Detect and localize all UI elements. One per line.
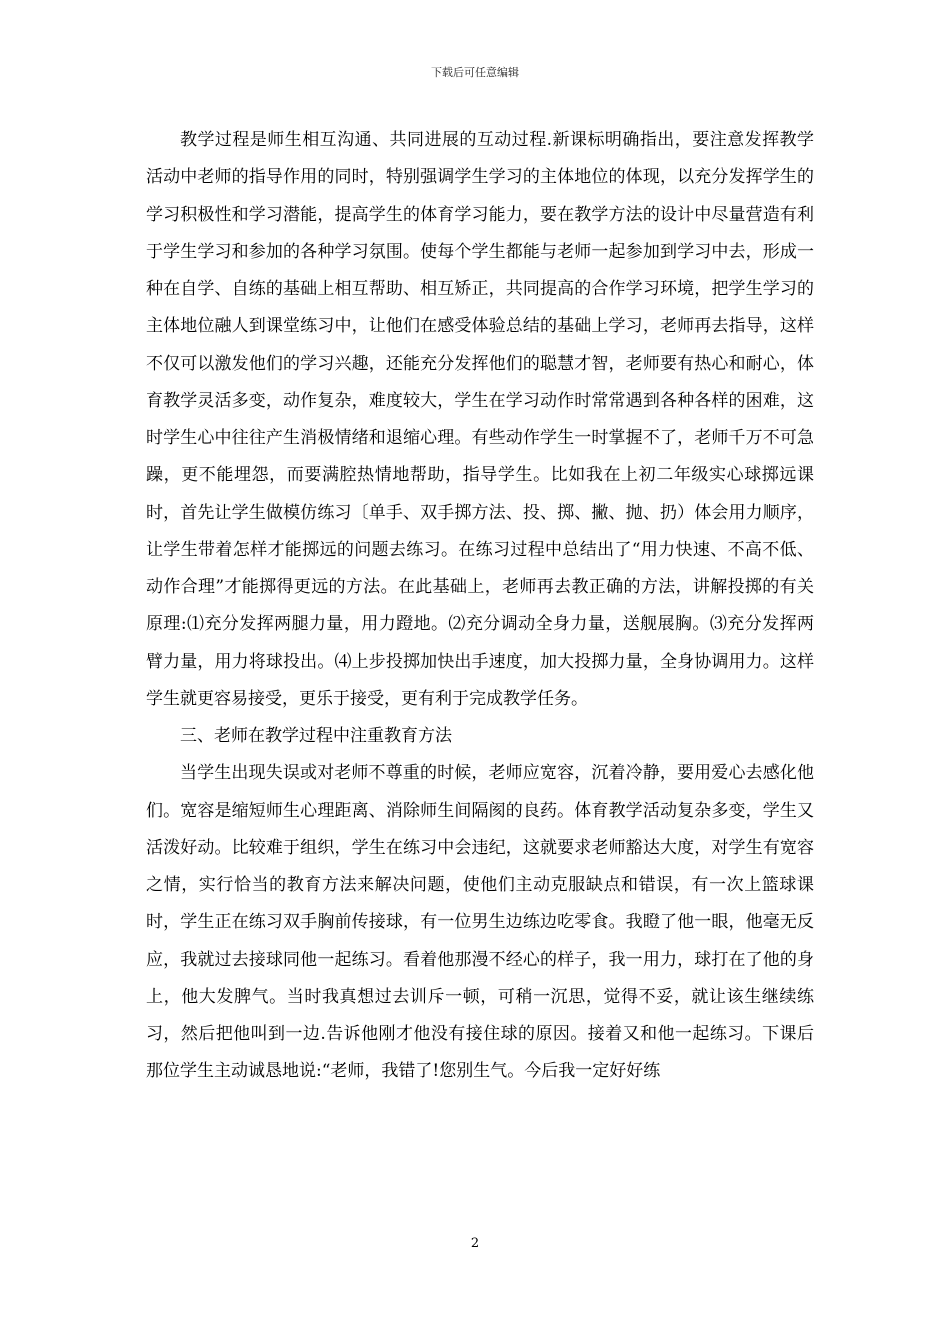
page-header: 下载后可任意编辑: [431, 66, 519, 79]
document-body: [146, 122, 814, 1091]
paragraph-teaching-methods: 当学生出现失误或对老师不尊重的时候，老师应宽容，沉着冷静，要用爱心去感化他们。宽容是缩短师生心理距离、消除师生间隔阂的良药。体育教学活动复杂多变，学生又活泼好动。比较难于组织，学生在练习中会违纪，这就要求老师豁达大度，对学生有宽容之情，实行恰当的教育方法来解决问题，使他们主动克服缺点和错误，有一次上篮球课时，学生正在练习双手胸前传接球，有一位男生边练边吃零食。我瞪了他一眼，他毫无反应，我就过去接球同他一起练习。看着他那漫不经心的样子，我一用力，球打在了他的身上，他大发脾气。当时我真想过去训斥一顿，可稍一沉思，觉得不妥，就让该生继续练习，然后把他叫到一边.告诉他刚才他没有接住球的原因。接着又和他一起练习。下课后那位学生主动诚恳地说:“老师，我错了!您别生气。今后我一定好好练: [146, 763, 814, 1082]
paragraph-teaching-process: 教学过程是师生相互沟通、共同进展的互动过程.新课标明确指出，要注意发挥教学活动中老师的指导作用的同时，特别强调学生学习的主体地位的体现，以充分发挥学生的学习积极性和学习潜能，提高学生的体育学习能力，要在教学方法的设计中尽量营造有利于学生学习和参加的各种学习氛围。使每个学生都能与老师一起参加到学习中去，形成一种在自学、自练的基础上相互帮助、相互矫正，共同提高的合作学习环境，把学生学习的主体地位融人到课堂练习中，让他们在感受体验总结的基础上学习，老师再去指导，这样不仅可以激发他们的学习兴趣，还能充分发挥他们的聪慧才智，老师要有热心和耐心，体育教学灵活多变，动作复杂，难度较大，学生在学习动作时常常遇到各种各样的困难，这时学生心中往往产生消极情绪和退缩心理。有些动作学生一时掌握不了，老师千万不可急躁，更不能埋怨，而要满腔热情地帮助，指导学生。比如我在上初二年级实心球掷远课时，首先让学生做模仿练习〔单手、双手掷方法、投、掷、撇、抛、扔）体会用力顺序，让学生带着怎样才能掷远的问题去练习。在练习过程中总结出了“用力快速、不高不低、动作合理”才能掷得更远的方法。在此基础上，老师再去教正确的方法，讲解投掷的有关原理:⑴充分发挥两腿力量，用力蹬地。⑵充分调动全身力量，送舰展胸。⑶充分发挥两臂力量，用力将球投出。⑷上步投掷加快出手速度，加大投掷力量，全身协调用力。这样学生就更容易接受，更乐于接受，更有利于完成教学任务。: [146, 130, 814, 709]
section-heading-3: 三、老师在教学过程中注重教育方法: [180, 726, 452, 746]
page-number: 2: [470, 1236, 480, 1251]
